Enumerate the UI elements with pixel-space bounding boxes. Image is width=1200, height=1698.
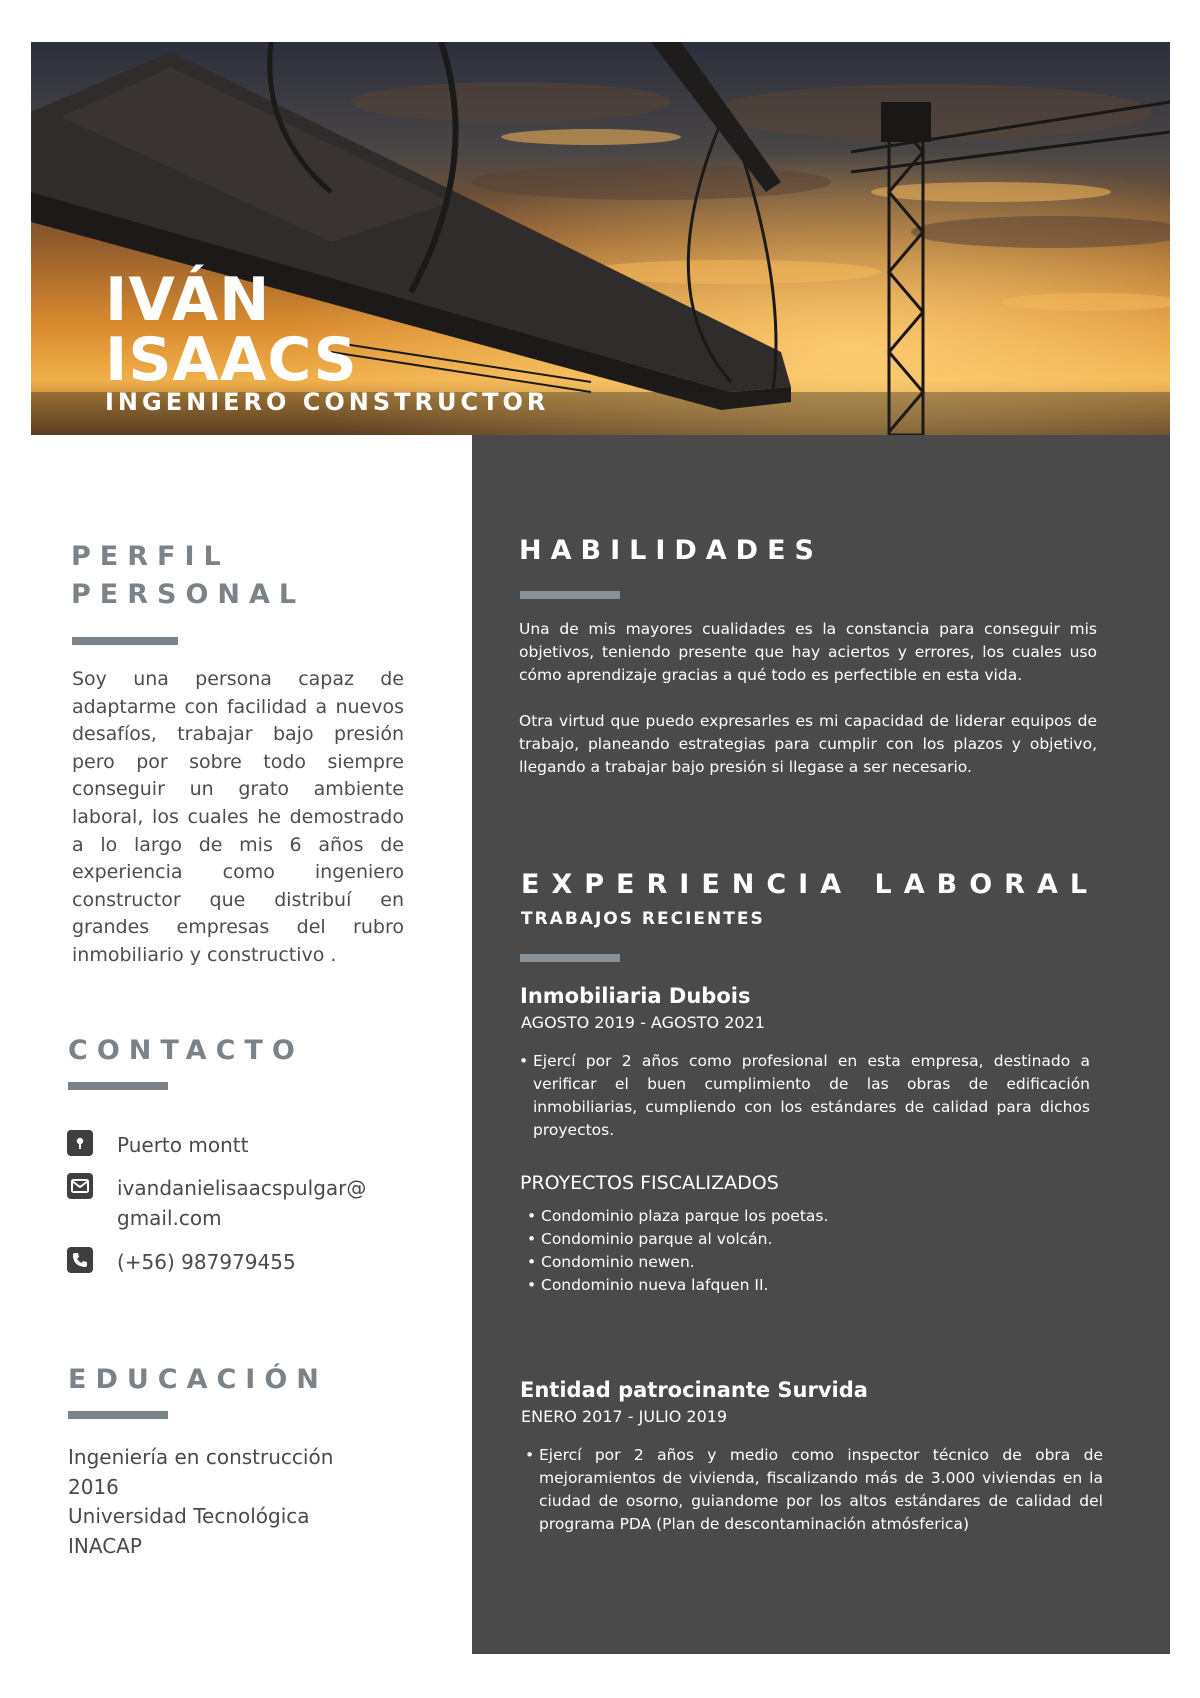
profile-heading-line2: PERSONAL (71, 579, 306, 610)
location-text: Puerto montt (117, 1133, 249, 1157)
experience-heading: EXPERIENCIA LABORAL (521, 869, 1100, 900)
job-1-period: AGOSTO 2019 - AGOSTO 2021 (521, 1013, 765, 1032)
education-university: Universidad Tecnológica (68, 1504, 310, 1528)
education-year: 2016 (68, 1474, 119, 1499)
education-details (68, 1443, 408, 1561)
profile-divider (72, 637, 178, 645)
skills-paragraph-2: Otra virtud que puedo expresarles es mi capacidad de liderar equipos de trabajo, planeando estrategias para cumplir con los plazos y objetivo, llegando a trabajar bajo presión si llegase a ser necesario. (519, 712, 1097, 776)
first-name: IVÁN (105, 265, 271, 335)
experience-subheading: TRABAJOS RECIENTES (521, 909, 765, 929)
education-institution: INACAP (68, 1533, 142, 1558)
email-line1: ivandanielisaacspulgar@ (117, 1176, 367, 1200)
skills-heading: HABILIDADES (519, 535, 823, 566)
job-1-description-list (517, 1050, 1090, 1142)
contact-divider (68, 1082, 168, 1090)
projects-list (525, 1205, 1025, 1297)
experience-divider (520, 954, 620, 962)
project-item: • Condominio parque al volcán. (525, 1228, 1025, 1251)
project-item: • Condominio newen. (525, 1251, 1025, 1274)
last-name: ISAACS (105, 325, 358, 395)
phone-icon (67, 1247, 93, 1273)
envelope-icon (67, 1173, 93, 1199)
contact-email[interactable] (67, 1173, 397, 1233)
job-2-description: • Ejercí por 2 años y medio como inspector técnico de obra de mejoramientos de vivienda, fiscalizando más de 3.000 viviendas en la ciudad de osorno, guiandome por los altos estándares de calidad del programa PDA (Plan de descontaminación atmósferica) (523, 1444, 1103, 1536)
job-2-company: Entidad patrocinante Survida (520, 1378, 868, 1402)
email-line2: gmail.com (117, 1206, 222, 1230)
projects-heading: PROYECTOS FISCALIZADOS (520, 1172, 779, 1194)
project-item: • Condominio plaza parque los poetas. (525, 1205, 1025, 1228)
contact-heading: CONTACTO (68, 1035, 304, 1066)
profile-heading-line1: PERFIL (71, 541, 230, 572)
skills-paragraph-1: Una de mis mayores cualidades es la constancia para conseguir mis objetivos, teniendo presente que hay aciertos y errores, los cuales uso cómo aprendizaje gracias a qué todo es perfectible en esta vida. (519, 620, 1097, 684)
contact-location (67, 1130, 397, 1160)
profile-heading (71, 538, 305, 614)
header-banner (31, 42, 1170, 435)
profile-text: Soy una persona capaz de adaptarme con facilidad a nuevos desafíos, trabajar bajo presión pero por sobre todo siempre conseguir un grato ambiente laboral, los cuales he demostrado a lo largo de mis 6 años de experiencia como ingeniero constructor que distribuí en grandes empresas del rubro inmobiliario y constructivo . (72, 668, 404, 966)
education-divider (68, 1411, 168, 1419)
contact-phone[interactable] (67, 1247, 397, 1277)
job-2-description-list (523, 1444, 1103, 1536)
location-pin-icon (67, 1130, 93, 1156)
job-1-company: Inmobiliaria Dubois (520, 984, 751, 1008)
project-item: • Condominio nueva lafquen II. (525, 1274, 1025, 1297)
job-title: INGENIERO CONSTRUCTOR (105, 388, 550, 416)
skills-divider (520, 591, 620, 599)
education-heading: EDUCACIÓN (68, 1364, 328, 1395)
education-degree: Ingeniería en construcción (68, 1445, 334, 1469)
job-2-period: ENERO 2017 - JULIO 2019 (521, 1407, 728, 1426)
job-1-description: • Ejercí por 2 años como profesional en esta empresa, destinado a verificar el buen cumplimiento de las obras de edificación inmobiliarias, cumpliendo con los estándares de calidad para dichos proyectos. (517, 1050, 1090, 1142)
email-text[interactable] (117, 1173, 397, 1233)
phone-text: (+56) 987979455 (117, 1250, 296, 1274)
